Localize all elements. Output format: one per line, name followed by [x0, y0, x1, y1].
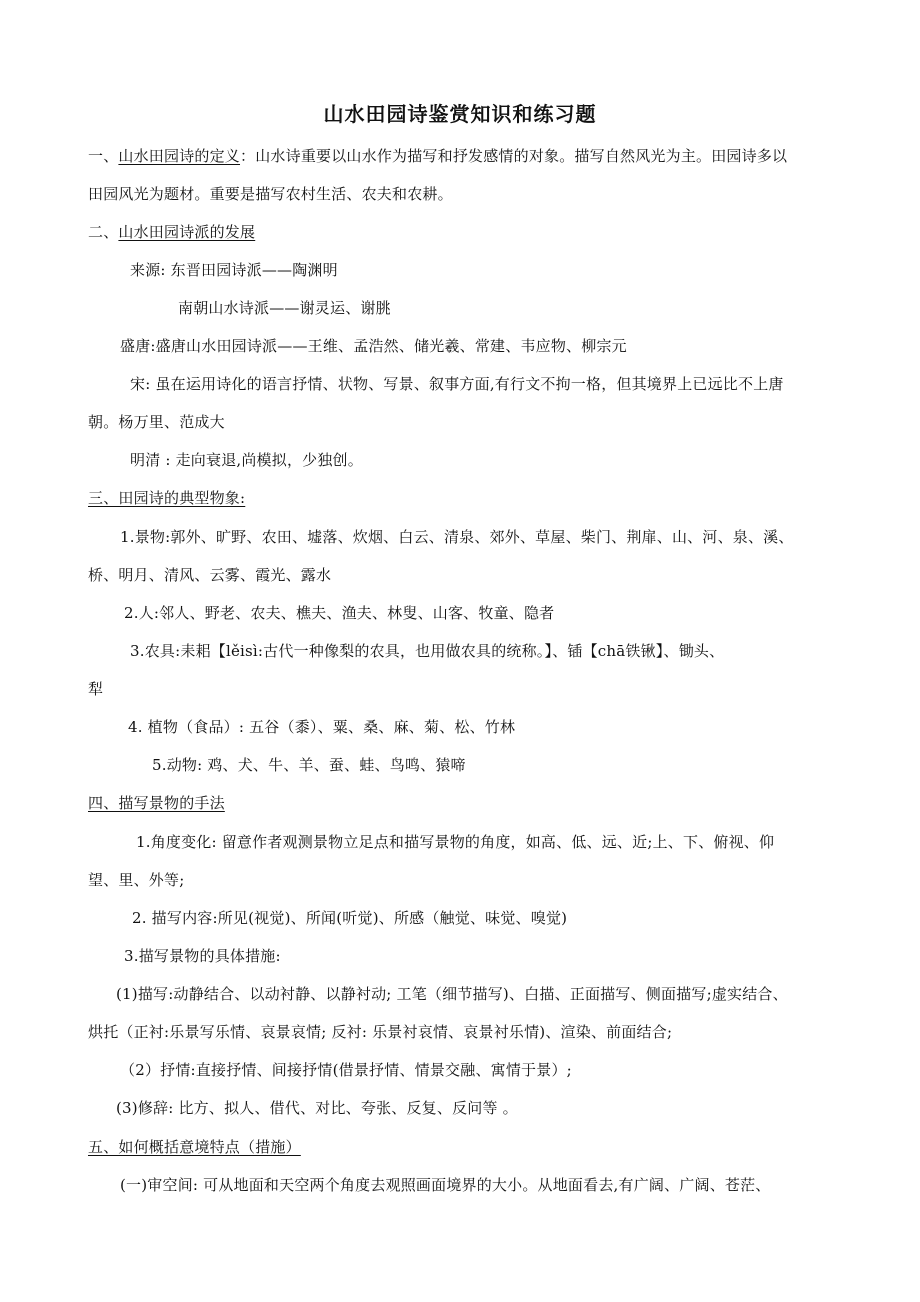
section-1-heading: 山水田园诗的定义 — [118, 147, 241, 165]
measures-line: 3.描写景物的具体措施: — [124, 947, 281, 965]
space-line: (一)审空间: 可从地面和天空两个角度去观照画面境界的大小。从地面看去,有广阔、广阔、苍茫、 — [120, 1176, 771, 1194]
angle-line-2: 望、里、外等; — [88, 871, 185, 889]
section-2-heading: 山水田园诗派的发展 — [118, 223, 256, 241]
scenery-line-1: 1.景物:郭外、旷野、农田、墟落、炊烟、白云、清泉、郊外、草屋、柴门、荆扉、山、河、泉、溪、 — [120, 528, 794, 546]
section-5-heading: 五、如何概括意境特点（措施） — [88, 1138, 301, 1156]
document-title: 山水田园诗鉴赏知识和练习题 — [323, 102, 597, 126]
measure-1-line-1: (1)描写:动静结合、以动衬静、以静衬动; 工笔（细节描写)、白描、正面描写、侧面描写;虚实结合、 — [116, 985, 788, 1003]
section-1-line-1 — [88, 146, 787, 166]
angle-line-1: 1.角度变化: 留意作者观测景物立足点和描写景物的角度，如高、低、远、近;上、下、俯视、仰 — [136, 833, 775, 851]
section-2-heading-line — [88, 222, 255, 242]
plants-line: 4. 植物（食品）: 五谷（黍）、粟、桑、麻、菊、松、竹林 — [128, 718, 516, 736]
source-line-1: 来源: 东晋田园诗派——陶渊明 — [130, 261, 338, 279]
measure-2-line: （2）抒情:直接抒情、间接抒情(借景抒情、情景交融、寓情于景）; — [120, 1061, 572, 1079]
song-line-2: 朝。杨万里、范成大 — [88, 413, 225, 431]
section-1-number: 一、 — [88, 147, 119, 165]
section-1-text: ：山水诗重要以山水作为描写和抒发感情的对象。描写自然风光为主。田园诗多以 — [240, 147, 788, 165]
measure-3-line: (3)修辞: 比方、拟人、借代、对比、夸张、反复、反问等 。 — [116, 1099, 518, 1117]
people-line: 2.人:邻人、野老、农夫、樵夫、渔夫、林叟、山客、牧童、隐者 — [124, 604, 555, 622]
section-2-number: 二、 — [88, 223, 119, 241]
animals-line: 5.动物: 鸡、犬、牛、羊、蚕、蛙、鸟鸣、猿啼 — [152, 756, 466, 774]
mingqing-line: 明清 : 走向衰退,尚模拟，少独创。 — [130, 451, 363, 469]
content-line: 2. 描写内容:所见(视觉)、所闻(听觉)、所感（触觉、味觉、嗅觉) — [132, 909, 568, 927]
scenery-line-2: 桥、明月、清风、云雾、霞光、露水 — [88, 566, 332, 584]
tools-line-1: 3.农具:耒耜【lěisì:古代一种像梨的农具，也用做农具的统称。】、锸【chā铁锹】、锄头、 — [130, 642, 725, 660]
tools-line-2: 犁 — [88, 680, 104, 698]
section-1-line-2: 田园风光为题材。重要是描写农村生活、农夫和农耕。 — [88, 185, 453, 203]
song-line-1: 宋: 虽在运用诗化的语言抒情、状物、写景、叙事方面,有行文不拘一格，但其境界上已远比不上唐 — [130, 375, 784, 393]
measure-1-line-2: 烘托（正衬:乐景写乐情、哀景哀情; 反衬: 乐景衬哀情、哀景衬乐情)、渲染、前面结合; — [88, 1023, 673, 1041]
source-line-2: 南朝山水诗派——谢灵运、谢朓 — [178, 299, 391, 317]
section-4-heading: 四、描写景物的手法 — [88, 794, 225, 812]
section-3-heading: 三、田园诗的典型物象: — [88, 489, 246, 507]
tang-line: 盛唐:盛唐山水田园诗派——王维、孟浩然、储光羲、常建、韦应物、柳宗元 — [120, 337, 627, 355]
